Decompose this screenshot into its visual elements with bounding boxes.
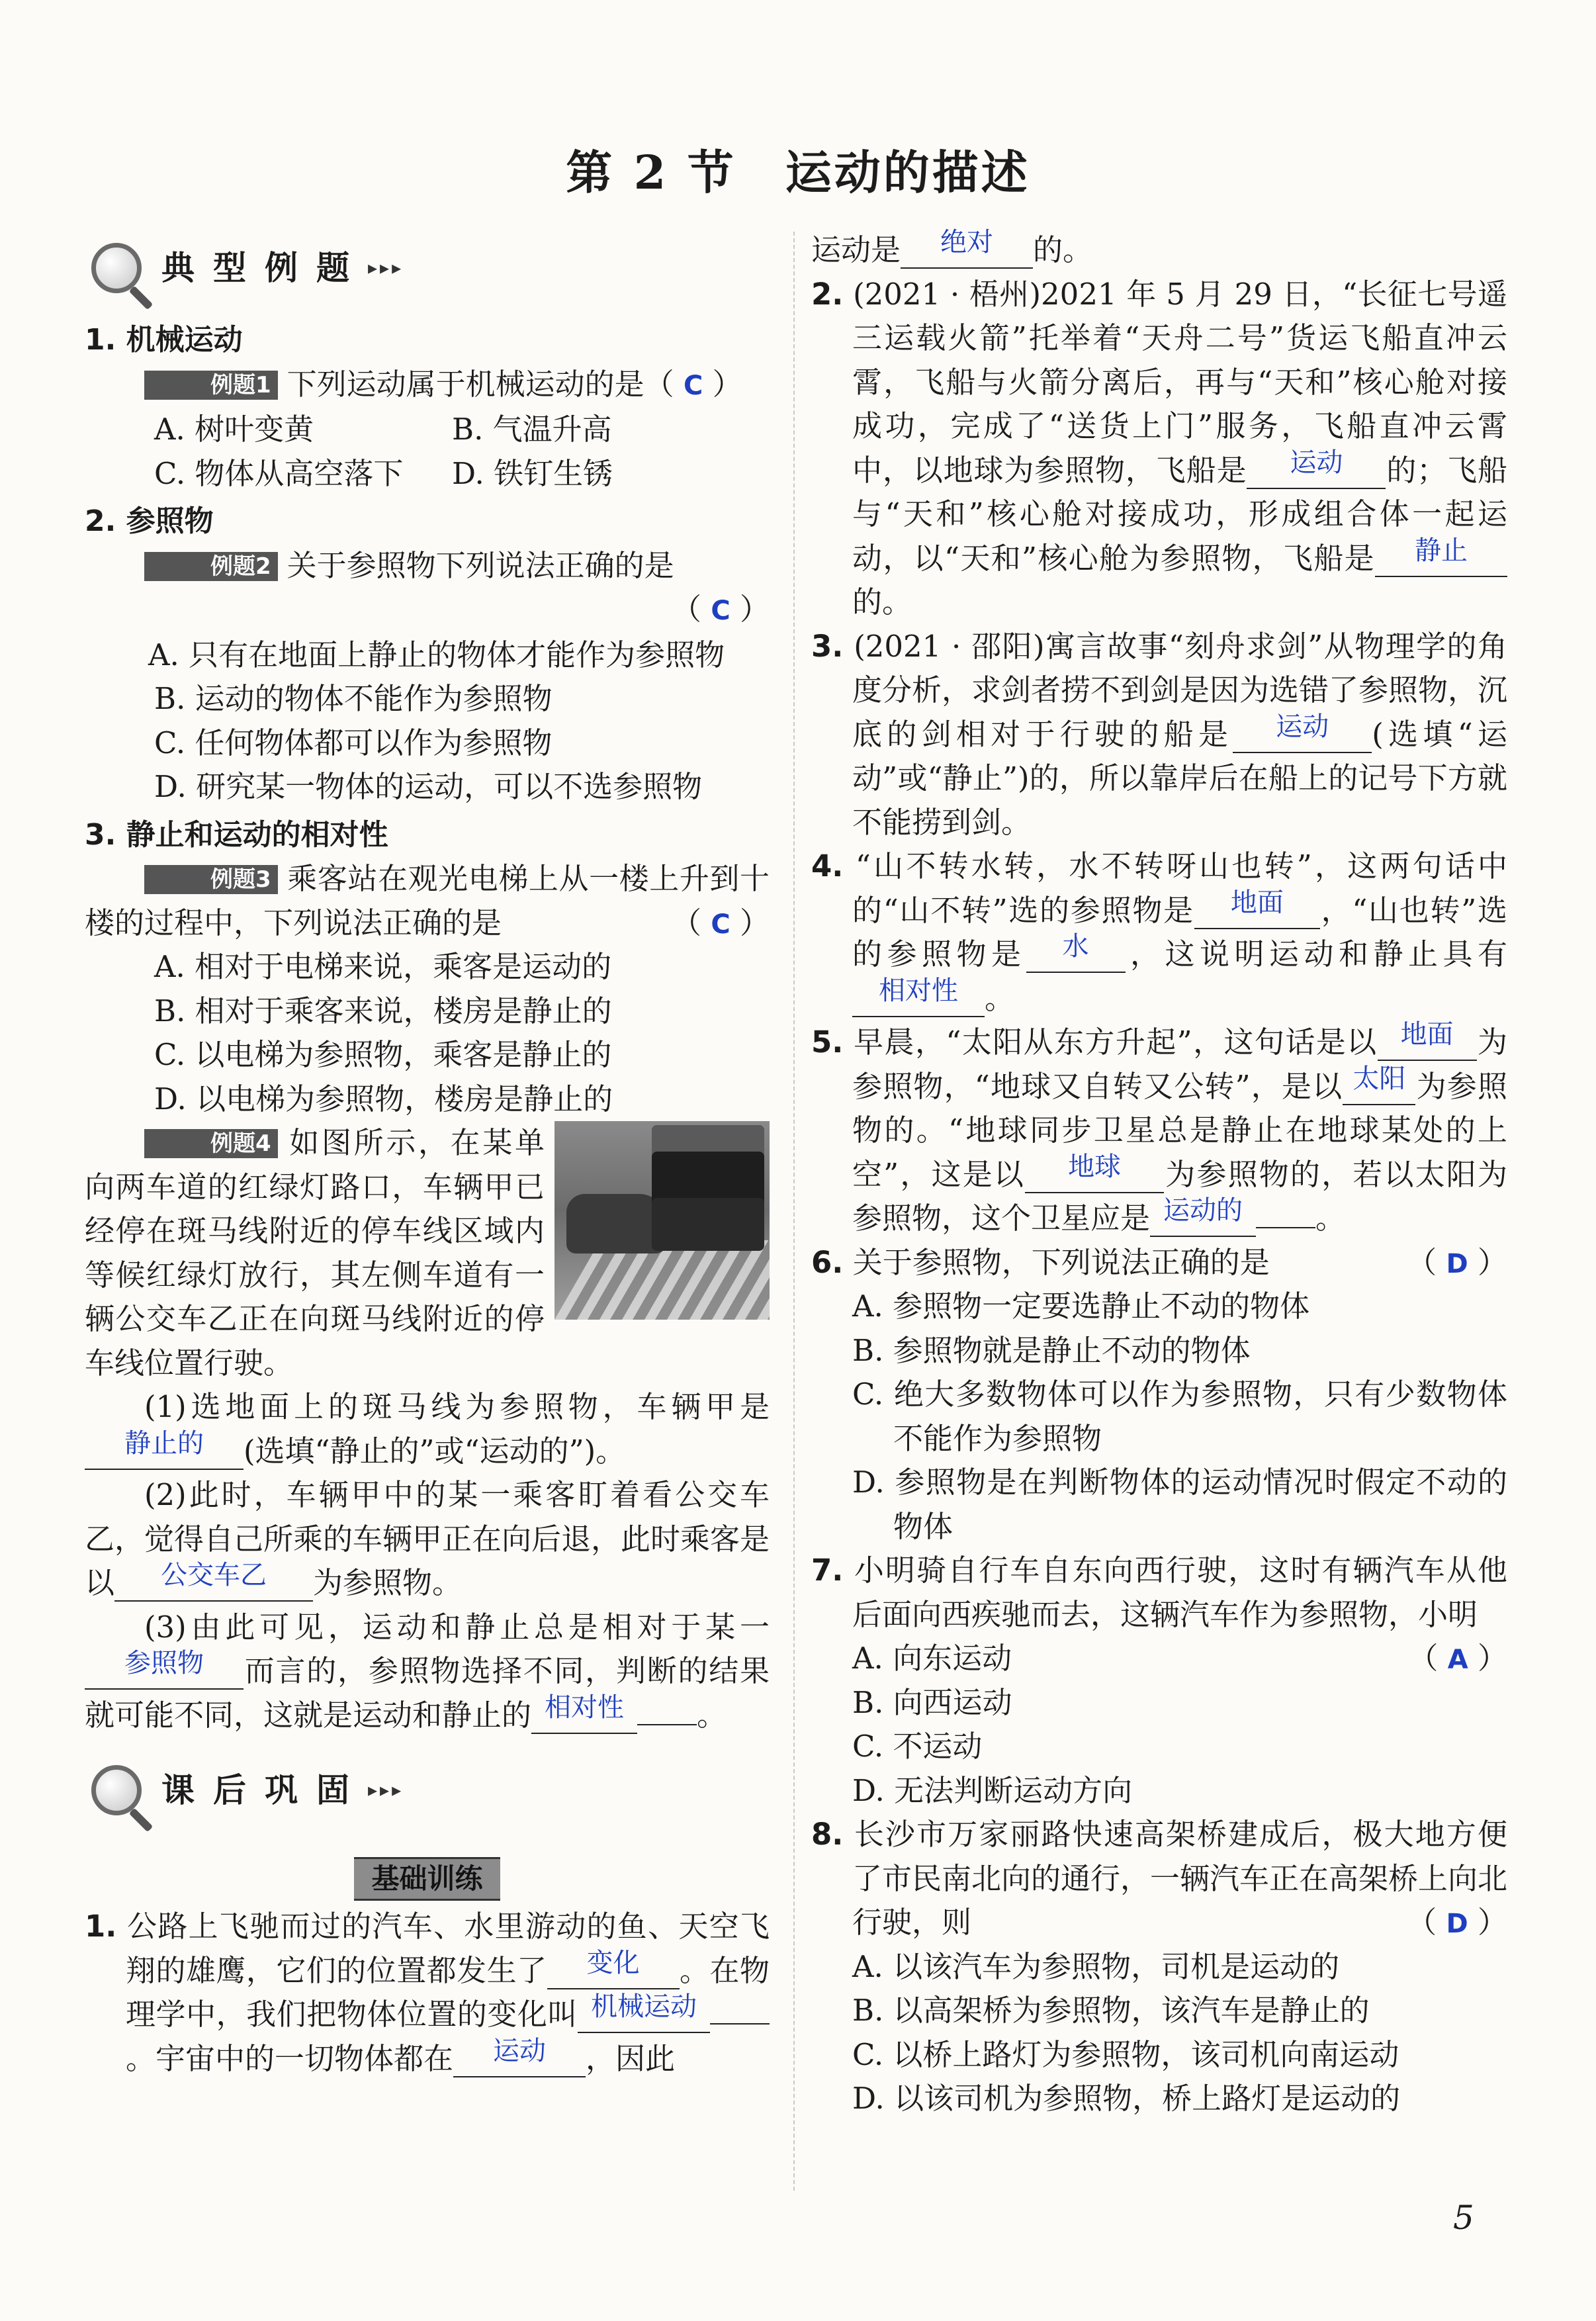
answer: C bbox=[684, 370, 703, 401]
option: C. 绝大多数物体可以作为参照物，只有少数物体不能作为参照物 bbox=[852, 1377, 1507, 1456]
example-3: 例题3 乘客站在观光电梯上从一楼上升到十楼的过程中，下列说法正确的是 （ C ） bbox=[85, 861, 770, 940]
answer: 变化 bbox=[586, 1947, 640, 1978]
answer: C bbox=[711, 909, 731, 940]
answer: 静止的 bbox=[124, 1428, 204, 1459]
left-column bbox=[85, 222, 770, 2081]
answer: A bbox=[1447, 1645, 1468, 1675]
question-part: (2)此时，车辆甲中的某一乘客盯着看公交车乙，觉得自己所乘的车辆甲正在向后退，此时乘客是以 公交车乙 为参照物。 bbox=[85, 1477, 770, 1600]
magnifier-icon bbox=[91, 243, 142, 293]
banner-title: 典型例题 bbox=[161, 248, 368, 287]
example-tag: 例题3 bbox=[144, 865, 278, 894]
question-part: (1)选地面上的斑马线为参照物，车辆甲是静止的 (选填“静止的”或“运动的”)。 bbox=[85, 1385, 770, 1473]
option: B. 运动的物体不能作为参照物 bbox=[154, 681, 553, 716]
magnifier-icon bbox=[91, 1765, 142, 1815]
options-row: A. 树叶变黄 B. 气温升高 bbox=[154, 412, 612, 447]
answer-paren: （ C ） bbox=[671, 592, 770, 627]
option: A. 向东运动 bbox=[852, 1641, 1012, 1676]
answer: 静止 bbox=[1415, 535, 1468, 566]
answer: 运动 bbox=[1290, 447, 1343, 478]
option: C. 任何物体都可以作为参照物 bbox=[154, 725, 553, 760]
question-5: 5. 早晨，“太阳从东方升起”，这句话是以 地面 为参照物，“地球又自转又公转”，是以 太阳 为参照物的。“地球同步卫星总是静止在地球某处的上空”，这是以 地球 为参照物的，若以太阳为参照物，这个卫星应是 运动的 。 bbox=[811, 1019, 1507, 1236]
example-2: 例题2 关于参照物下列说法正确的是 bbox=[85, 544, 770, 588]
example-4: 例题4 如图所示，在某单向两车道的红绿灯路口，车辆甲已经停在斑马线附近的停车线区域内等候红绿灯放行，其左侧车道有一辆公交车乙正在向斑马线附近的停车线位置行驶。 bbox=[85, 1121, 770, 1385]
answer: D bbox=[1446, 1909, 1468, 1939]
question-8: 8. 长沙市万家丽路快速高架桥建成后，极大地方便了市民南北向的通行，一辆汽车正在高架桥上向北行驶，则 （ D ） bbox=[811, 1817, 1508, 1940]
answer: C bbox=[711, 596, 731, 626]
section-heading: 1. 机械运动 bbox=[85, 323, 243, 357]
page-title: 第 2 节 运动的描述 bbox=[566, 145, 1030, 200]
right-column bbox=[811, 228, 1507, 2121]
option: B. 参照物就是静止不动的物体 bbox=[852, 1332, 1251, 1368]
option: B. 相对于乘客来说，楼房是静止的 bbox=[154, 993, 612, 1028]
example-tag: 例题1 bbox=[144, 371, 278, 400]
question-4: 4. “山不转水转，水不转呀山也转”，这两句话中的“山不转”选的参照物是 地面 ，“山也转”选的参照物是 水 ，这说明运动和静止具有相对性 。 bbox=[811, 848, 1508, 1016]
answer: 相对性 bbox=[879, 975, 958, 1006]
option: A. 只有在地面上静止的物体才能作为参照物 bbox=[148, 637, 725, 672]
arrows-icon: ▸▸▸ bbox=[368, 1778, 404, 1801]
option: B. 以高架桥为参照物，该汽车是静止的 bbox=[852, 1993, 1370, 2028]
column-divider bbox=[793, 232, 795, 2191]
answer: 太阳 bbox=[1352, 1063, 1406, 1094]
option: C. 以桥上路灯为参照物，该司机向南运动 bbox=[852, 2036, 1399, 2072]
section-heading: 2. 参照物 bbox=[85, 504, 214, 538]
answer: 绝对 bbox=[940, 227, 994, 257]
option: D. 无法判断运动方向 bbox=[852, 1772, 1133, 1808]
answer: D bbox=[1446, 1248, 1468, 1279]
option: D. 以电梯为参照物，楼房是静止的 bbox=[154, 1081, 613, 1116]
section-heading: 3. 静止和运动的相对性 bbox=[85, 817, 388, 852]
example-1: 例题1 下列运动属于机械运动的是（ C ） bbox=[85, 363, 770, 408]
question-2: 2. (2021 · 梧州)2021 年 5 月 29 日，“长征七号遥三运载火箭”托举着“天舟二号”货运飞船直冲云霄，飞船与火箭分离后，再与“天和”核心舱对接成功，完成了“送货上门”服务，飞船直冲云霄中，以地球为参照物，飞船是 运动 的；飞船与“天和”核心舱对接成功，形成组合体一起运动，以“天和”核心舱为参照物，飞船是 静止的。 bbox=[811, 276, 1507, 619]
answer: 运动的 bbox=[1163, 1195, 1243, 1226]
option: D. 参照物是在判断物体的运动情况时假定不动的物体 bbox=[852, 1465, 1507, 1544]
traffic-photo bbox=[554, 1121, 770, 1320]
question-6: 6. 关于参照物，下列说法正确的是 （ D ） bbox=[811, 1244, 1507, 1280]
typical-examples-banner bbox=[85, 222, 770, 314]
answer: 地面 bbox=[1230, 887, 1284, 918]
answer: 运动 bbox=[1276, 711, 1329, 742]
example-tag: 例题2 bbox=[144, 552, 278, 581]
answer: 机械运动 bbox=[591, 1991, 697, 2022]
options-row: C. 物体从高空落下 D. 铁钉生锈 bbox=[154, 455, 613, 491]
option: D. 研究某一物体的运动，可以不选参照物 bbox=[154, 769, 703, 804]
option: B. 向西运动 bbox=[852, 1684, 1012, 1720]
option: A. 相对于电梯来说，乘客是运动的 bbox=[154, 949, 612, 984]
basic-training-label: 基础训练 bbox=[85, 1856, 770, 1901]
option: D. 以该司机为参照物，桥上路灯是运动的 bbox=[852, 2081, 1401, 2116]
arrows-icon: ▸▸▸ bbox=[368, 256, 404, 279]
question-3: 3. (2021 · 邵阳)寓言故事“刻舟求剑”从物理学的角度分析，求剑者捞不到剑是因为选错了参照物，沉底的剑相对于行驶的船是 运动 (选填“运动”或“静止”)的，所以靠岸后在船上的记号下方就不能捞到剑。 bbox=[811, 628, 1508, 840]
question-1: 1. 公路上飞驰而过的汽车、水里游动的鱼、天空飞翔的雄鹰，它们的位置都发生了 变化 。在物理学中，我们把物体位置的变化叫 机械运动。宇宙中的一切物体都在 运动 ，因此 bbox=[85, 1909, 770, 2076]
question-part: (3)由此可见，运动和静止总是相对于某一参照物 而言的，参照物选择不同，判断的结果就可能不同，这就是运动和静止的 相对性 。 bbox=[85, 1609, 770, 1733]
option: C. 不运动 bbox=[852, 1729, 983, 1764]
answer: 公交车乙 bbox=[161, 1560, 267, 1590]
after-class-banner bbox=[85, 1744, 770, 1837]
answer: 地面 bbox=[1400, 1019, 1454, 1050]
option: C. 以电梯为参照物，乘客是静止的 bbox=[154, 1037, 612, 1072]
answer: 水 bbox=[1062, 931, 1089, 962]
answer: 相对性 bbox=[545, 1692, 625, 1723]
banner-title: 课后巩固 bbox=[161, 1770, 368, 1809]
answer: 地球 bbox=[1068, 1151, 1122, 1182]
answer: 运动 bbox=[493, 2035, 547, 2066]
question-1-continued: 运动是 绝对 的。 bbox=[811, 227, 1093, 267]
option: A. 以该汽车为参照物，司机是运动的 bbox=[852, 1948, 1340, 1984]
option: A. 参照物一定要选静止不动的物体 bbox=[852, 1289, 1310, 1324]
question-7: 7. 小明骑自行车自东向西行驶，这时有辆汽车从他后面向西疾驰而去，这辆汽车作为参照物，小明 （ A ） bbox=[811, 1553, 1507, 1676]
answer: 参照物 bbox=[124, 1648, 204, 1678]
page-number: 5 bbox=[1453, 2199, 1474, 2237]
example-tag: 例题4 bbox=[144, 1129, 278, 1158]
